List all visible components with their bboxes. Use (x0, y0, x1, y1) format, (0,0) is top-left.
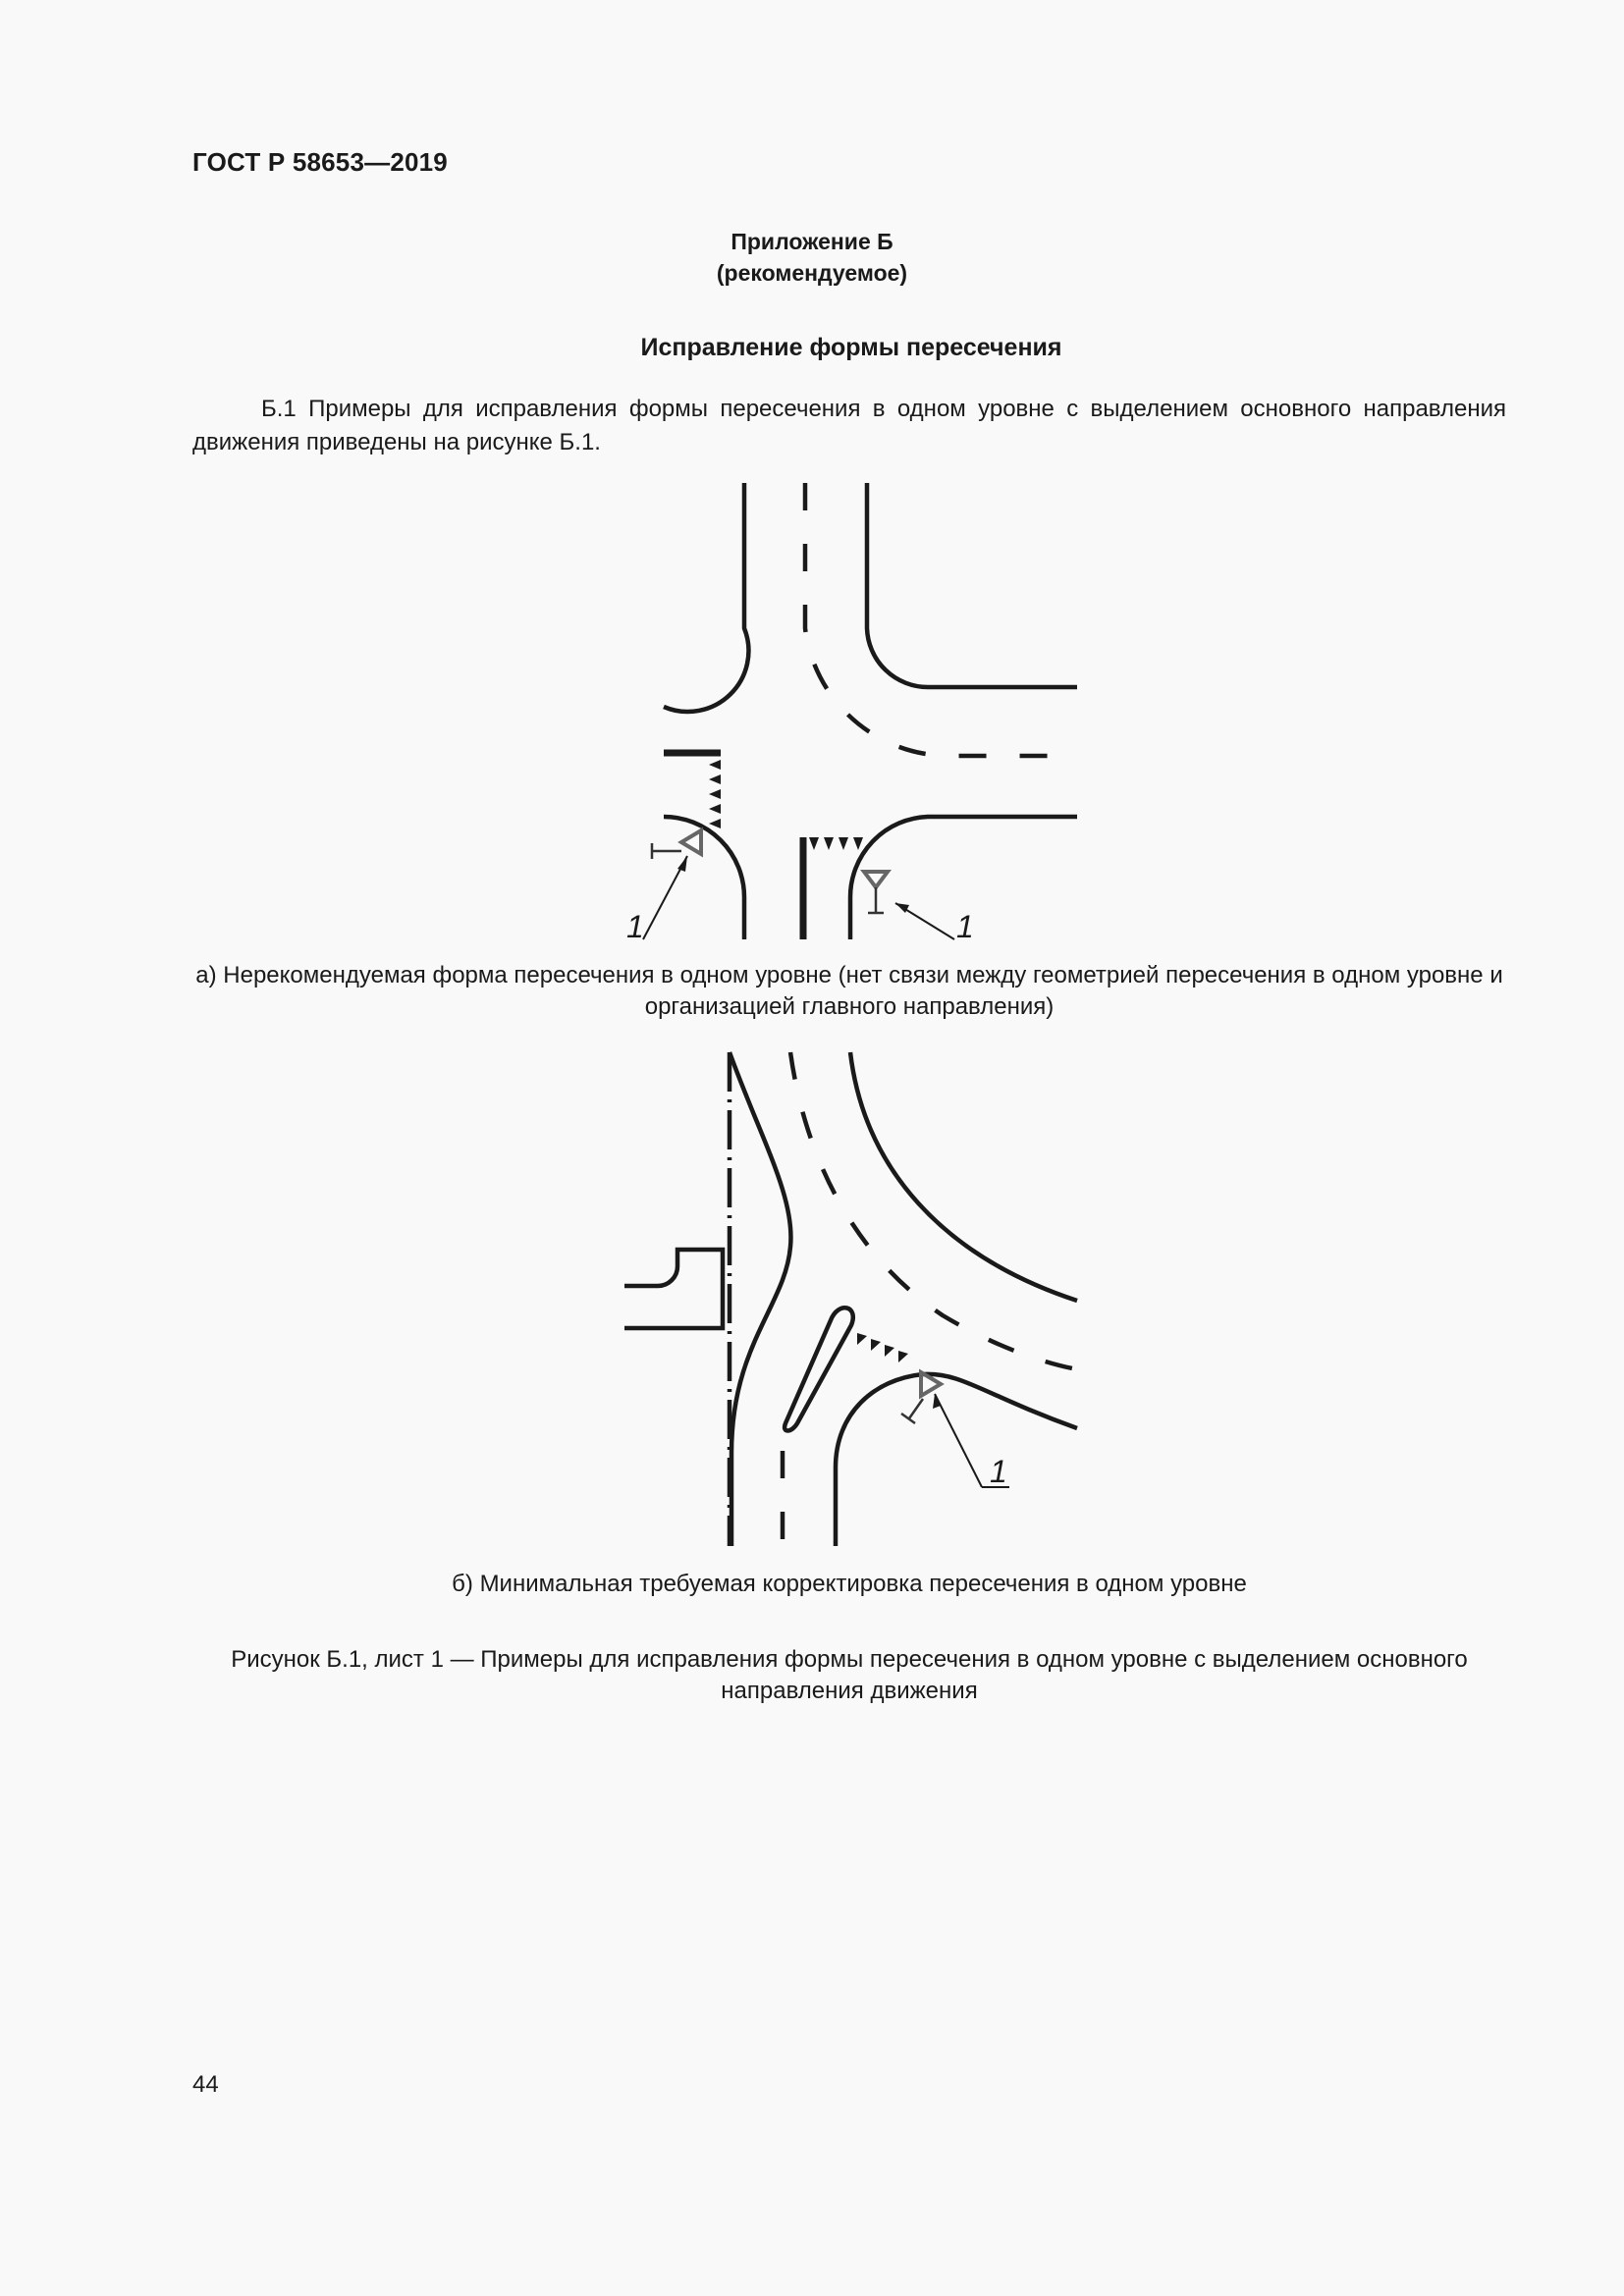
yield-tooth (853, 837, 863, 850)
center-line (805, 483, 1077, 756)
page-number: 44 (192, 2071, 219, 2098)
callout-number: 1 (990, 1454, 1007, 1489)
yield-tooth (871, 1339, 881, 1351)
road-edge (664, 483, 748, 712)
yield-tooth (857, 1333, 867, 1345)
yield-tooth (824, 837, 834, 850)
arrowhead (677, 856, 687, 872)
yield-teeth-bottom (809, 837, 863, 850)
yield-tooth (709, 819, 721, 828)
road-edge (867, 483, 1077, 687)
figure-caption: Рисунок Б.1, лист 1 — Примеры для исправления формы пересечения в одном уровне с выделением основного направления движения (231, 1646, 1468, 1704)
yield-tooth (809, 837, 819, 850)
yield-tooth (709, 760, 721, 770)
section-title: Исправление формы пересечения (640, 334, 1062, 361)
yield-teeth-diagonal (857, 1333, 908, 1362)
road-edge (836, 1374, 1077, 1546)
callout-number: 1 (956, 909, 974, 944)
callout-leader (935, 1394, 982, 1487)
yield-sign-icon (864, 872, 888, 913)
center-line (790, 1052, 1077, 1369)
appendix-status: (рекомендуемое) (716, 260, 908, 286)
callout-number: 1 (626, 909, 644, 944)
figure-a-drawing (626, 483, 1077, 944)
traffic-island (785, 1308, 853, 1430)
figure-b-drawing (624, 1052, 1077, 1546)
yield-tooth (885, 1345, 894, 1357)
body-paragraph: Б.1 Примеры для исправления формы пересечения в одном уровне с выделением основного направления движения приведены на рисунке Б.1. (192, 396, 1506, 455)
side-road-edge (624, 1250, 723, 1328)
yield-teeth-left (709, 760, 721, 828)
yield-tooth (709, 804, 721, 814)
figure-b-caption: б) Минимальная требуемая корректировка пересечения в одном уровне (452, 1571, 1247, 1597)
yield-sign-icon (652, 830, 701, 859)
yield-tooth (839, 837, 848, 850)
yield-tooth (709, 789, 721, 799)
road-edge (850, 1052, 1077, 1301)
figure-a-caption: а) Нерекомендуемая форма пересечения в одном уровне (нет связи между геометрией пересечения в одном уровне и организацией главного направления) (195, 962, 1503, 1020)
yield-tooth (709, 774, 721, 784)
appendix-title: Приложение Б (731, 229, 893, 254)
yield-tooth (898, 1351, 908, 1362)
standard-code: ГОСТ Р 58653—2019 (192, 147, 448, 177)
